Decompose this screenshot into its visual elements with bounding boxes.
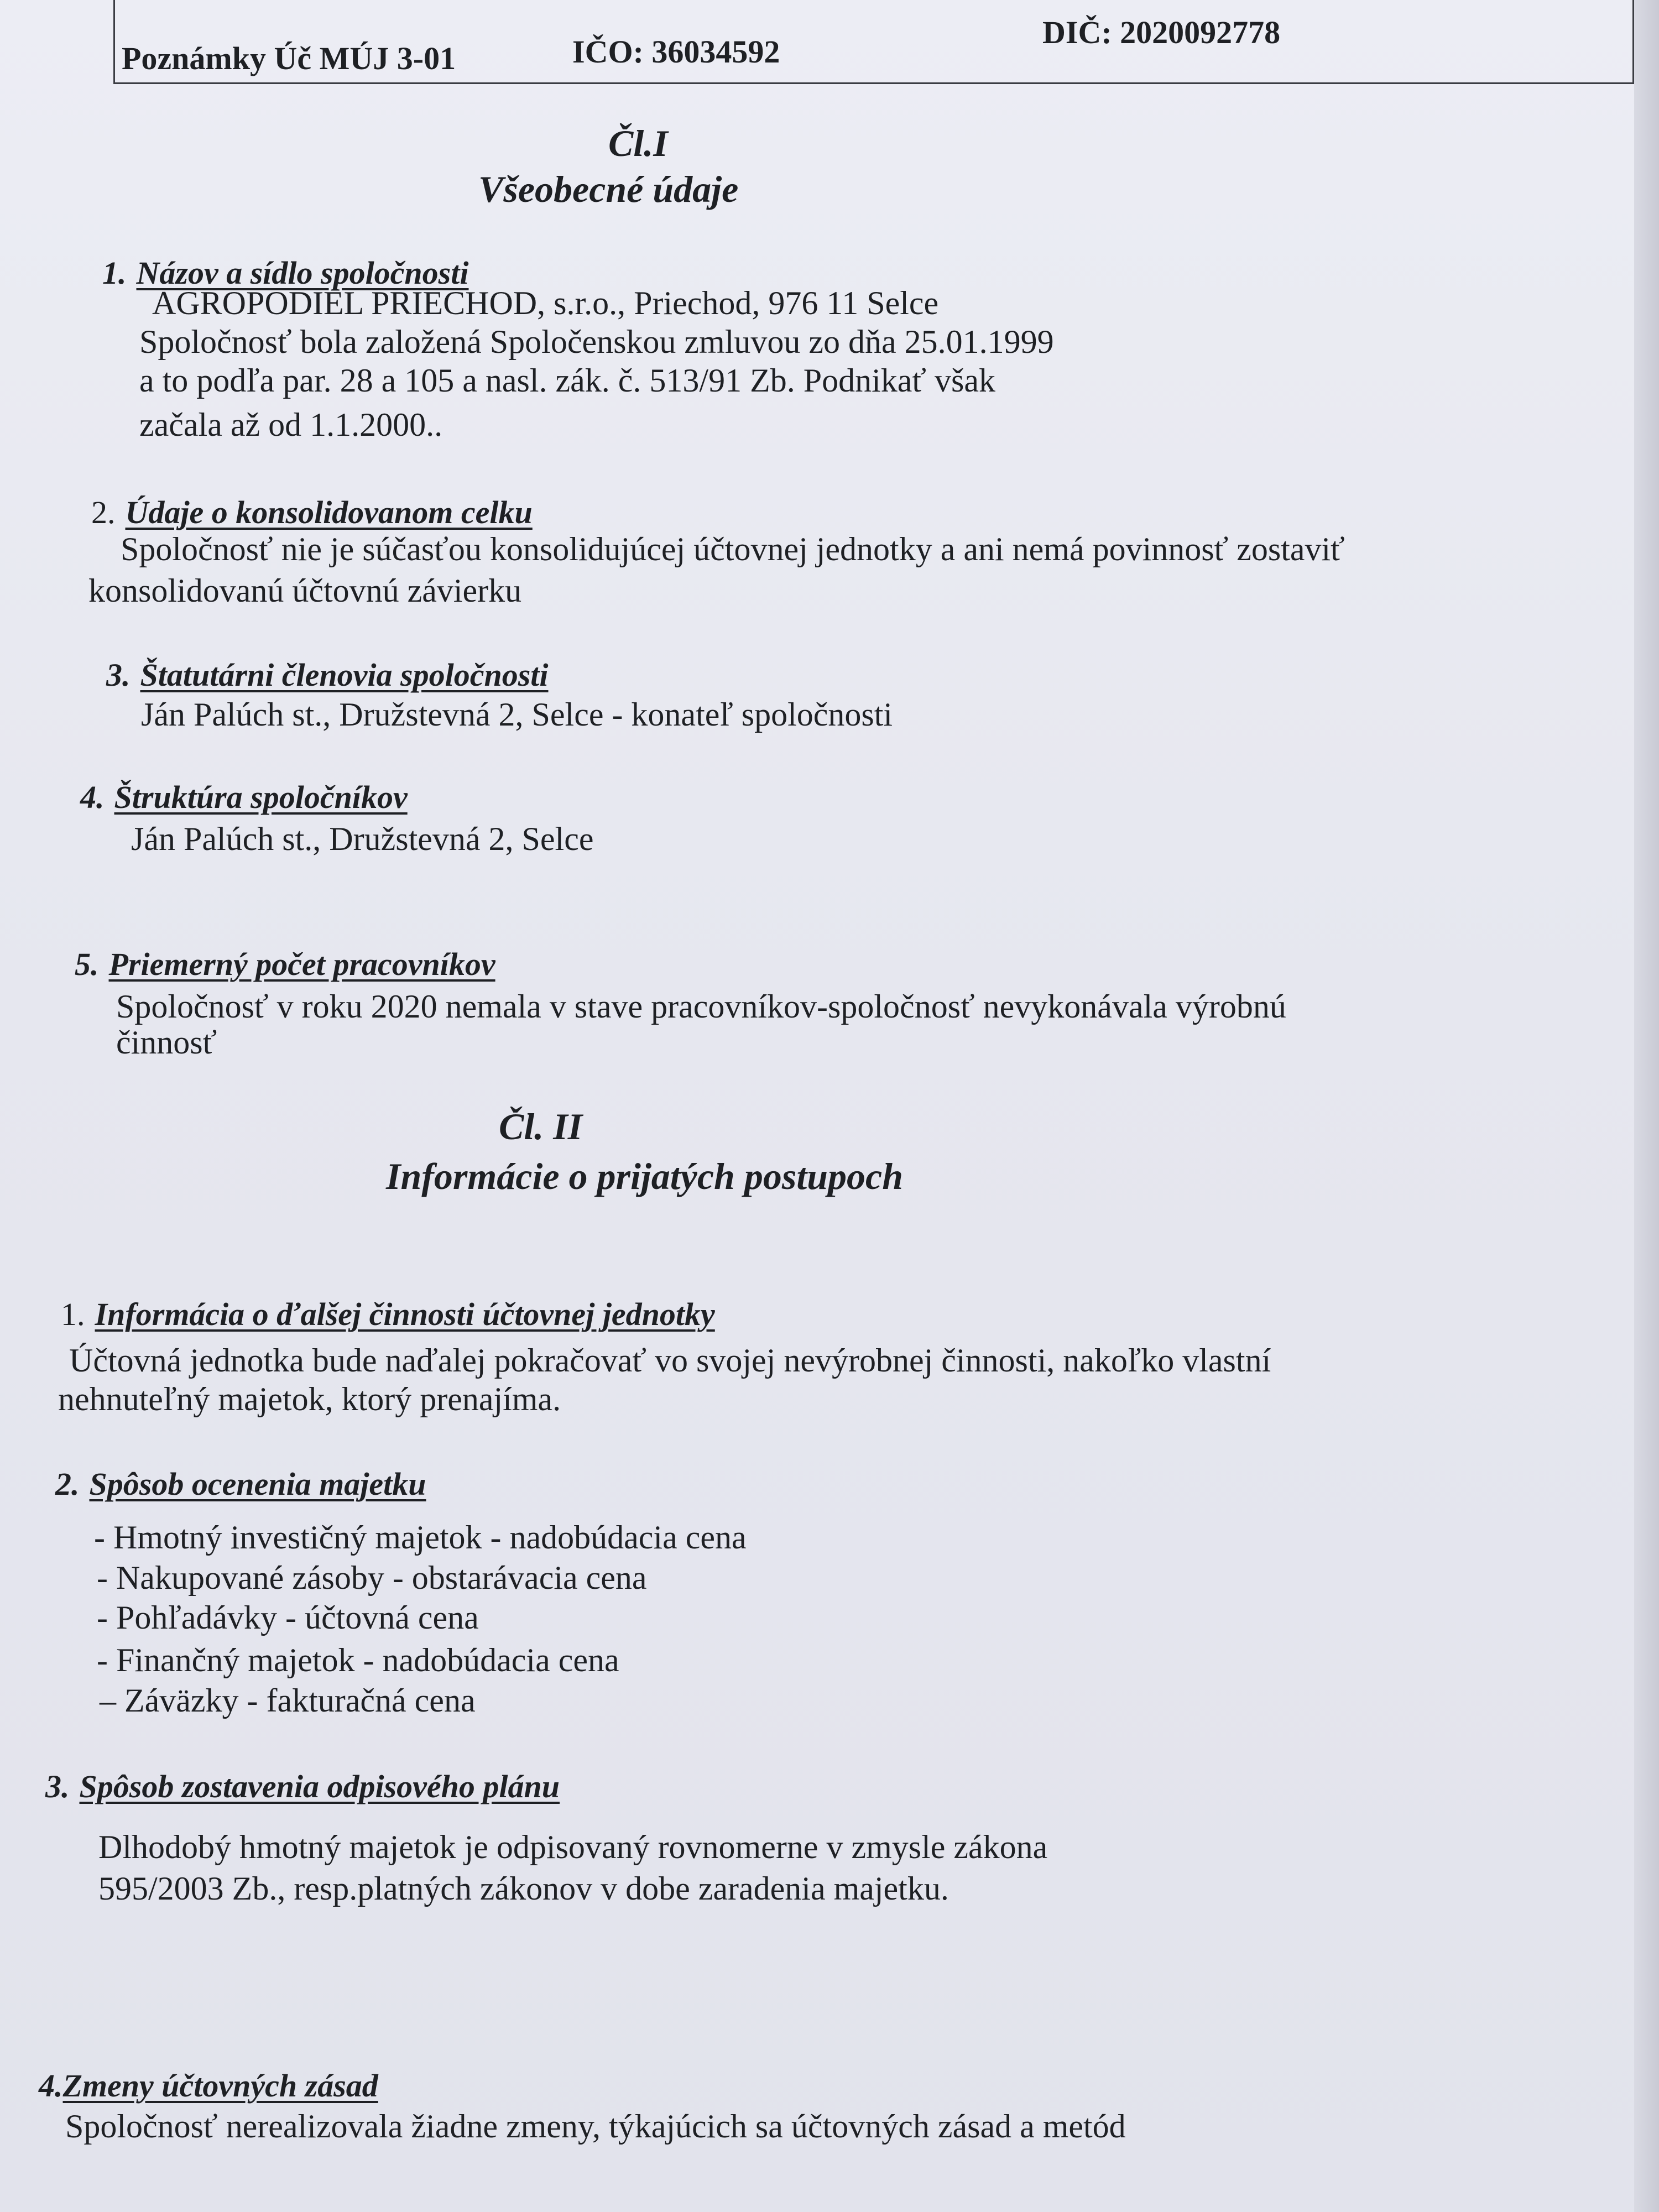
section-number: 3. bbox=[106, 657, 131, 693]
section-heading bbox=[61, 1298, 715, 1331]
text-line: začala až od 1.1.2000.. bbox=[139, 406, 443, 443]
dic-number: DIČ: 2020092778 bbox=[1042, 14, 1281, 50]
section-title: Spôsob zostavenia odpisového plánu bbox=[79, 1768, 560, 1804]
list-item: - Nakupované zásoby - obstarávacia cena bbox=[97, 1559, 647, 1596]
section-title: Zmeny účtovných zásad bbox=[62, 2068, 378, 2104]
text-line: 595/2003 Zb., resp.platných zákonov v dobe zaradenia majetku. bbox=[98, 1870, 949, 1907]
section-heading bbox=[91, 494, 533, 530]
text-line: Spoločnosť bola založená Spoločenskou zmluvou zo dňa 25.01.1999 bbox=[139, 324, 1054, 360]
section-heading bbox=[45, 1768, 560, 1804]
text-line: Dlhodobý hmotný majetok je odpisovaný rovnomerne v zmysle zákona bbox=[98, 1829, 1048, 1865]
form-label: Poznámky Úč MÚJ 3-01 bbox=[122, 40, 456, 76]
section-number: 4. bbox=[39, 2068, 63, 2104]
text-line: Spoločnosť nerealizovala žiadne zmeny, týkajúcich sa účtovných zásad a metód bbox=[65, 2108, 1126, 2145]
text-line: Spoločnosť nie je súčasťou konsolidujúcej účtovnej jednotky a ani nemá povinnosť zostaviť bbox=[121, 531, 1345, 567]
text-line: Ján Palúch st., Družstevná 2, Selce - konateľ spoločnosti bbox=[141, 696, 893, 733]
section-number: 2. bbox=[55, 1466, 80, 1502]
section-heading bbox=[39, 2070, 378, 2102]
page-edge bbox=[1634, 0, 1659, 2212]
article2-number: Čl. II bbox=[499, 1105, 583, 1147]
text-line: Spoločnosť v roku 2020 nemala v stave pracovníkov-spoločnosť nevykonávala výrobnú bbox=[116, 988, 1286, 1025]
section-heading bbox=[106, 659, 549, 691]
article1-number: Čl.I bbox=[608, 122, 668, 164]
section-heading bbox=[55, 1468, 426, 1500]
text-line: Účtovná jednotka bude naďalej pokračovať vo svojej nevýrobnej činnosti, nakoľko vlastní bbox=[69, 1342, 1271, 1379]
list-item: - Hmotný investičný majetok - nadobúdacia cena bbox=[94, 1519, 747, 1556]
section-number: 1. bbox=[102, 255, 127, 291]
text-line: činnosť bbox=[116, 1024, 217, 1061]
section-title: Údaje o konsolidovanom celku bbox=[125, 494, 533, 530]
section-title: Spôsob ocenenia majetku bbox=[89, 1466, 426, 1502]
ico-number: IČO: 36034592 bbox=[572, 34, 780, 70]
section-heading bbox=[75, 948, 495, 980]
section-number: 2. bbox=[91, 494, 116, 530]
article1-title: Všeobecné údaje bbox=[478, 168, 739, 210]
text-line: a to podľa par. 28 a 105 a nasl. zák. č. 513/91 Zb. Podnikať však bbox=[139, 362, 996, 399]
section-title: Informácia o ďalšej činnosti účtovnej jednotky bbox=[95, 1296, 715, 1332]
section-title: Priemerný počet pracovníkov bbox=[108, 946, 495, 982]
text-line: nehnuteľný majetok, ktorý prenajíma. bbox=[58, 1381, 561, 1417]
list-item: – Záväzky - fakturačná cena bbox=[100, 1682, 476, 1719]
text-line: Ján Palúch st., Družstevná 2, Selce bbox=[131, 821, 594, 857]
section-number: 5. bbox=[75, 946, 99, 982]
section-title: Štatutárni členovia spoločnosti bbox=[140, 657, 549, 693]
section-title: Štruktúra spoločníkov bbox=[114, 779, 408, 815]
section-number: 3. bbox=[45, 1768, 70, 1804]
text-line: AGROPODIEL PRIECHOD, s.r.o., Priechod, 976 11 Selce bbox=[152, 285, 939, 321]
list-item: - Finančný majetok - nadobúdacia cena bbox=[97, 1642, 619, 1678]
section-heading bbox=[80, 781, 408, 813]
section-number: 1. bbox=[61, 1296, 85, 1332]
section-number: 4. bbox=[80, 779, 105, 815]
section-title: Názov a sídlo spoločnosti bbox=[136, 255, 469, 291]
list-item: - Pohľadávky - účtovná cena bbox=[97, 1599, 479, 1636]
article2-title: Informácie o prijatých postupoch bbox=[386, 1155, 904, 1197]
text-line: konsolidovanú účtovnú závierku bbox=[88, 572, 522, 609]
